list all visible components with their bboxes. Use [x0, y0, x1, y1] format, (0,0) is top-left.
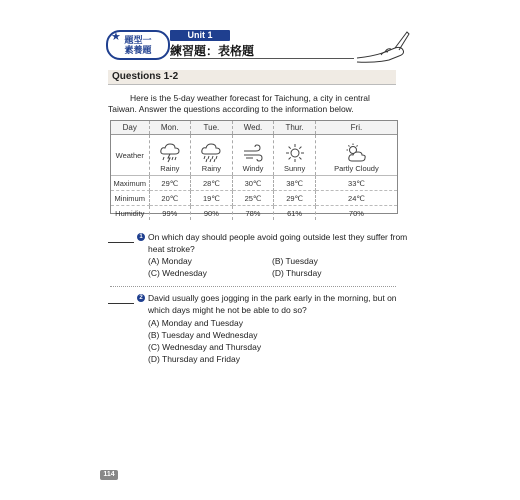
unit-label: Unit 1 — [170, 30, 230, 41]
weather-label-fri: Partly Cloudy — [334, 164, 379, 173]
header-cell-day: Day — [111, 121, 149, 135]
option-2a: (A) Monday and Tuesday — [148, 318, 243, 328]
badge-line-2: 素養題 — [124, 45, 152, 55]
option-2b: (B) Tuesday and Wednesday — [148, 330, 258, 340]
page-number: 114 — [100, 470, 118, 480]
answer-blank-2[interactable] — [108, 303, 134, 304]
table-cell: 38℃ — [274, 176, 316, 191]
question-number-1: 1 — [137, 233, 145, 241]
intro-paragraph: Here is the 5-day weather forecast for Taichung, a city in central Taiwan. Answer the questions according to the information below. — [108, 93, 370, 114]
partly-cloudy-icon — [345, 143, 367, 163]
weather-table — [111, 121, 397, 220]
question-divider — [110, 286, 396, 287]
table-cell: 19℃ — [191, 191, 233, 206]
section-title: Questions 1-2 — [112, 71, 179, 82]
option-1b: (B) Tuesday — [272, 256, 318, 266]
weather-label-thur: Sunny — [283, 164, 306, 173]
row-label-weather: Weather — [111, 135, 149, 176]
table-row — [111, 206, 397, 221]
table-cell: 28℃ — [191, 176, 233, 191]
option-1c: (C) Wednesday — [148, 268, 207, 278]
table-header-row — [111, 121, 397, 135]
table-cell: 99% — [149, 206, 191, 221]
option-1d: (D) Thursday — [272, 268, 322, 278]
wind-icon — [242, 143, 264, 163]
option-2d: (D) Thursday and Friday — [148, 354, 240, 364]
header-divider — [170, 58, 354, 59]
table-cell: 30℃ — [232, 176, 274, 191]
table-cell: 61% — [274, 206, 316, 221]
weather-cell-mon — [149, 135, 191, 176]
row-label-maximum: Maximum — [111, 176, 149, 191]
weather-cell-tue — [191, 135, 233, 176]
question-1-line-1: On which day should people avoid going outside lest they suffer from — [148, 232, 408, 242]
weather-label-tue: Rainy — [201, 164, 221, 173]
answer-blank-1[interactable] — [108, 242, 134, 243]
table-cell: 25℃ — [232, 191, 274, 206]
rain-icon — [200, 143, 222, 163]
weather-row — [111, 135, 397, 176]
table-cell: 70% — [348, 208, 364, 218]
table-row — [111, 191, 397, 206]
table-cell: 78% — [232, 206, 274, 221]
table-cell: 29℃ — [274, 191, 316, 206]
badge-line-1: 題型一 — [124, 35, 152, 45]
header-cell-wed: Wed. — [232, 121, 274, 135]
question-1-line-2: heat stroke? — [148, 244, 195, 254]
table-cell: 24℃ — [315, 191, 397, 206]
star-icon: ★ — [111, 31, 121, 43]
sun-icon — [284, 143, 306, 163]
table-cell: 29℃ — [149, 176, 191, 191]
thunder-rain-icon — [159, 143, 181, 163]
row-label-humidity: Humidity — [111, 206, 149, 221]
writing-hand-icon — [355, 28, 411, 64]
table-cell: 20℃ — [149, 191, 191, 206]
weather-cell-fri — [315, 135, 397, 176]
table-cell: 90% — [191, 206, 233, 221]
unit-title: 練習題：表格題 — [170, 44, 255, 58]
weather-cell-wed — [232, 135, 274, 176]
weather-label-wed: Windy — [242, 164, 264, 173]
table-row — [111, 176, 397, 191]
question-2-line-1: David usually goes jogging in the park early in the morning, but on — [148, 293, 397, 303]
header-cell-fri: Fri. — [315, 121, 397, 135]
weather-label-mon: Rainy — [160, 164, 180, 173]
question-number-2: 2 — [137, 294, 145, 302]
row-label-minimum: Minimum — [111, 191, 149, 206]
weather-cell-thur — [274, 135, 316, 176]
header-cell-mon: Mon. — [149, 121, 191, 135]
header-cell-tue: Tue. — [191, 121, 233, 135]
question-2-line-2: which days might he not be able to do so? — [148, 305, 307, 315]
table-cell: 33℃ — [315, 176, 397, 191]
option-2c: (C) Wednesday and Thursday — [148, 342, 262, 352]
option-1a: (A) Monday — [148, 256, 192, 266]
header-cell-thur: Thur. — [274, 121, 316, 135]
